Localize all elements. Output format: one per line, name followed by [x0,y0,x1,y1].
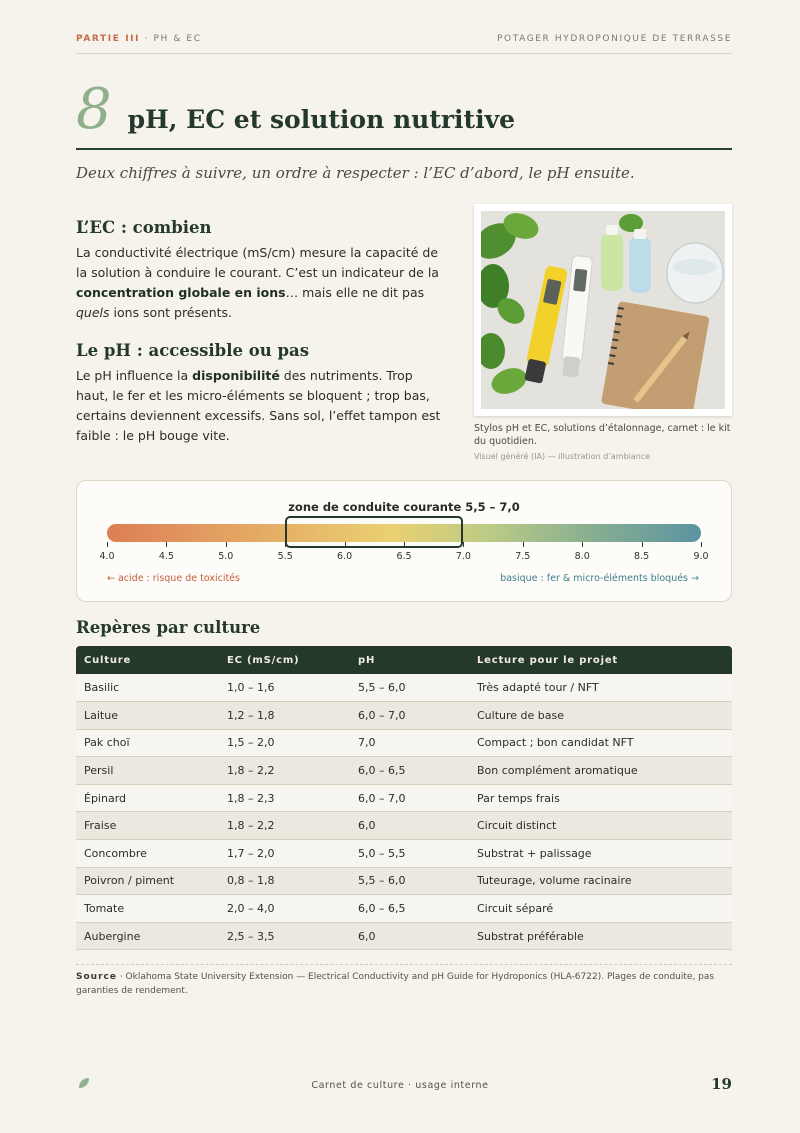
cell-ph: 6,0 – 7,0 [350,702,469,730]
table-row [76,784,732,812]
ph-section [76,341,446,446]
chapter-heading [76,78,732,150]
basic-label: basique : fer & micro-éléments bloqués → [500,573,699,584]
scale-tick-label: 8.0 [574,551,590,562]
cell-ec: 2,5 – 3,5 [219,922,350,950]
cell-ph: 6,0 – 7,0 [350,784,469,812]
cell-ph: 6,0 [350,812,469,840]
cell-culture: Pak choï [76,729,219,757]
table-row [76,757,732,785]
cell-reading: Très adapté tour / NFT [469,674,732,702]
scale-tick [345,542,346,547]
cell-reading: Substrat préférable [469,922,732,950]
table-row [76,812,732,840]
cell-reading: Bon complément aromatique [469,757,732,785]
ph-bold-term: disponibilité [192,368,280,383]
caption-credit: Visuel généré (IA) — illustration d’ambiance [474,452,651,461]
scale-tick [285,542,286,547]
cell-ph: 6,0 – 6,5 [350,895,469,923]
table-row [76,702,732,730]
cell-reading: Par temps frais [469,784,732,812]
scale-tick-label: 6.5 [396,551,412,562]
table-row [76,729,732,757]
cell-culture: Poivron / piment [76,867,219,895]
table-row [76,895,732,923]
cell-ec: 1,8 – 2,2 [219,757,350,785]
source-label: Source [76,972,117,982]
table-header-row [76,646,732,674]
zone-label: zone de conduite courante 5,5 – 7,0 [288,500,520,514]
scale-tick-label: 8.5 [634,551,650,562]
cell-ec: 1,2 – 1,8 [219,702,350,730]
cell-ec: 1,0 – 1,6 [219,674,350,702]
photo-caption [474,422,732,463]
table-title: Repères par culture [76,618,261,637]
scale-tick-label: 4.0 [99,551,115,562]
cell-ec: 2,0 – 4,0 [219,895,350,923]
header-ec: EC (mS/cm) [219,646,350,674]
cell-culture: Fraise [76,812,219,840]
scale-tick [642,542,643,547]
cell-culture: Épinard [76,784,219,812]
cell-culture: Laitue [76,702,219,730]
section-label: PH & EC [153,34,202,44]
scale-tick [523,542,524,547]
footer-text: Carnet de culture · usage interne [311,1080,489,1091]
acid-label: ← acide : risque de toxicités [107,573,240,584]
source-note [76,964,732,998]
scale-tick [404,542,405,547]
ec-bold-term: concentration globale en ions [76,285,286,300]
cell-reading: Substrat + palissage [469,840,732,868]
chapter-number: 8 [76,77,112,142]
table-row [76,674,732,702]
cell-ph: 5,5 – 6,0 [350,674,469,702]
cell-ec: 1,7 – 2,0 [219,840,350,868]
table-row [76,867,732,895]
source-text: · Oklahoma State University Extension — Electrical Conductivity and pH Guide for Hydroponics (HLA-6722). Plages de conduite, pas garanties de rendement. [76,972,715,996]
header-ph: pH [350,646,469,674]
cell-reading: Culture de base [469,702,732,730]
ec-section-title: L’EC : combien [76,218,212,237]
scale-tick [107,542,108,547]
scale-tick-label: 5.0 [218,551,234,562]
cell-culture: Tomate [76,895,219,923]
cell-culture: Persil [76,757,219,785]
cell-culture: Concombre [76,840,219,868]
cell-culture: Aubergine [76,922,219,950]
header-culture: Culture [76,646,219,674]
running-header [76,34,732,54]
cell-ph: 7,0 [350,729,469,757]
book-title: POTAGER HYDROPONIQUE DE TERRASSE [496,34,732,44]
part-label: PARTIE III [76,34,141,44]
photo-card [474,204,732,416]
cell-reading: Circuit distinct [469,812,732,840]
scale-tick-label: 7.0 [455,551,471,562]
table-row [76,922,732,950]
ph-scale-panel [76,480,732,602]
cell-culture: Basilic [76,674,219,702]
ph-section-text: Le pH influence la disponibilité des nutriments. Trop haut, le fer et les micro-éléments se bloquent ; trop bas, certains deviennent excessifs. Sans sol, l’effet tampon est faible : le pH bouge vite. [76,368,441,443]
ec-section [76,218,446,323]
cell-ec: 1,8 – 2,2 [219,812,350,840]
cell-ec: 1,5 – 2,0 [219,729,350,757]
crop-table [76,646,732,950]
target-zone-frame [285,516,463,548]
scale-tick-label: 4.5 [158,551,174,562]
ec-section-text: La conductivité électrique (mS/cm) mesure la capacité de la solution à conduire le courant. C’est un indicateur de la concentration globale en ions… mais elle ne dit pas quels ions sont présents. [76,245,439,320]
scale-tick-label: 6.0 [337,551,353,562]
caption-text: Stylos pH et EC, solutions d’étalonnage, carnet : le kit du quotidien. [474,423,731,447]
cell-ph: 6,0 – 6,5 [350,757,469,785]
scale-tick-label: 9.0 [693,551,709,562]
text-column [76,218,446,446]
ph-section-title: Le pH : accessible ou pas [76,341,309,360]
running-header-left [76,34,202,44]
scale-tick [463,542,464,547]
scale-tick [582,542,583,547]
scale-tick-label: 5.5 [277,551,293,562]
chapter-lede: Deux chiffres à suivre, un ordre à respecter : l’EC d’abord, le pH ensuite. [76,164,635,182]
cell-reading: Tuteurage, volume racinaire [469,867,732,895]
header-reading: Lecture pour le projet [469,646,732,674]
cell-reading: Compact ; bon candidat NFT [469,729,732,757]
ph-ec-kit-illustration [481,211,725,409]
cell-ph: 5,5 – 6,0 [350,867,469,895]
table-row [76,840,732,868]
scale-tick-label: 7.5 [515,551,531,562]
cell-ph: 6,0 [350,922,469,950]
cell-reading: Circuit séparé [469,895,732,923]
chapter-title: pH, EC et solution nutritive [127,105,516,134]
page-number: 19 [711,1075,732,1093]
header-separator: · [144,34,150,44]
cell-ph: 5,0 – 5,5 [350,840,469,868]
scale-tick [226,542,227,547]
cell-ec: 0,8 – 1,8 [219,867,350,895]
ec-italic-term: quels [76,305,110,320]
scale-tick [701,542,702,547]
scale-tick [166,542,167,547]
cell-ec: 1,8 – 2,3 [219,784,350,812]
